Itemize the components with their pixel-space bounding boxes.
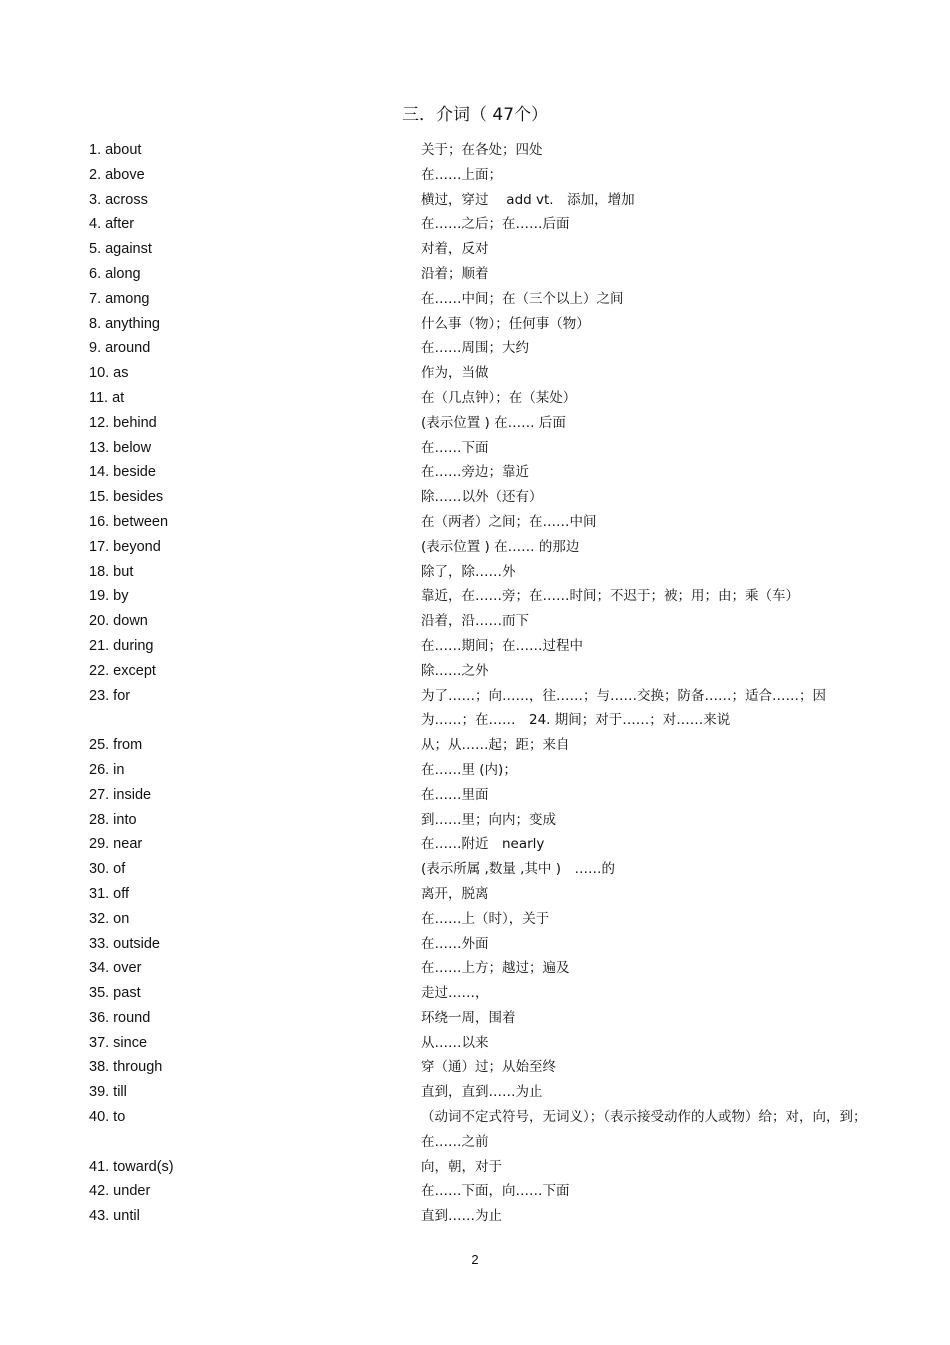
entry-word: 11. at <box>89 389 125 406</box>
entry-word: 17. beyond <box>89 538 161 555</box>
list-item <box>0 485 950 510</box>
entry-meaning: 在……外面 <box>421 935 489 952</box>
entry-meaning: 向，朝，对于 <box>421 1158 502 1175</box>
list-item <box>0 510 950 535</box>
entry-meaning: 在……旁边；靠近 <box>421 464 529 481</box>
entry-meaning: 在……周围；大约 <box>421 340 529 357</box>
entry-meaning: 在……中间；在（三个以上）之间 <box>421 290 624 307</box>
entry-word: 15. besides <box>89 489 164 506</box>
list-item <box>0 758 950 783</box>
entry-word: 3. across <box>89 191 148 208</box>
entry-word: 37. since <box>89 1034 148 1051</box>
entry-word: 43. until <box>89 1208 140 1225</box>
entry-meaning: 除……以外（还有） <box>421 489 543 506</box>
entry-meaning: 在……上方；越过；遍及 <box>421 960 570 977</box>
preposition-list <box>0 138 950 1229</box>
entry-meaning: 在（几点钟）；在（某处） <box>421 389 577 406</box>
entry-meaning: 在……上面； <box>421 166 502 183</box>
list-item <box>0 634 950 659</box>
list-item <box>0 312 950 337</box>
entry-meaning: 从；从……起；距；来自 <box>421 737 570 754</box>
entry-meaning: 在……期间；在……过程中 <box>421 637 583 654</box>
entry-word: 4. after <box>89 216 135 233</box>
entry-word: 6. along <box>89 265 141 282</box>
entry-word: 26. in <box>89 761 125 778</box>
list-item <box>0 560 950 585</box>
entry-meaning: 在……上（时），关于 <box>421 910 550 927</box>
entry-word: 7. among <box>89 290 150 307</box>
list-item <box>0 386 950 411</box>
list-item <box>0 1006 950 1031</box>
entry-meaning: 在……里 (内)； <box>421 761 517 778</box>
entry-word: 42. under <box>89 1183 151 1200</box>
list-item <box>0 163 950 188</box>
entry-meaning: 什么事（物）；任何事（物） <box>421 315 590 332</box>
entry-word: 29. near <box>89 836 143 853</box>
entry-meaning: 直到……为止 <box>421 1208 502 1225</box>
list-item <box>0 783 950 808</box>
list-item <box>0 336 950 361</box>
entry-meaning: 穿（通）过；从始至终 <box>421 1059 556 1076</box>
entry-meaning: 在（两者）之间；在……中间 <box>421 513 597 530</box>
list-item <box>0 436 950 461</box>
list-item <box>0 535 950 560</box>
list-item <box>0 188 950 213</box>
list-item <box>0 584 950 609</box>
entry-meaning: 沿着，沿……而下 <box>421 613 529 630</box>
list-item <box>0 1105 950 1155</box>
entry-word: 18. but <box>89 563 134 580</box>
list-item <box>0 882 950 907</box>
entry-meaning: 对着，反对 <box>421 241 489 258</box>
entry-meaning: 除……之外 <box>421 662 489 679</box>
entry-meaning: 走过……， <box>421 985 489 1002</box>
entry-word: 14. beside <box>89 464 156 481</box>
entry-meaning: (表示所属 ,数量 ,其中 ) ……的 <box>421 861 615 878</box>
page-title: 三．介词（ 47个） <box>401 105 549 125</box>
list-item <box>0 857 950 882</box>
entry-meaning: 在……下面，向……下面 <box>421 1183 570 1200</box>
entry-word: 9. around <box>89 340 151 357</box>
entry-word: 21. during <box>89 637 154 654</box>
entry-word: 20. down <box>89 613 148 630</box>
list-item <box>0 1179 950 1204</box>
entry-word: 28. into <box>89 811 137 828</box>
list-item <box>0 1155 950 1180</box>
entry-meaning: 横过，穿过 add vt. 添加，增加 <box>421 191 635 208</box>
entry-word: 23. for <box>89 687 131 704</box>
entry-meaning: 为了……；向……，往……；与……交换；防备……；适合……；因为……；在…… 24. 期间；对于……；对……来说 <box>421 687 826 729</box>
entry-word: 39. till <box>89 1084 127 1101</box>
list-item <box>0 956 950 981</box>
entry-word: 41. toward(s) <box>89 1158 174 1175</box>
entry-word: 16. between <box>89 513 169 530</box>
entry-meaning: 从……以来 <box>421 1034 489 1051</box>
entry-word: 27. inside <box>89 786 152 803</box>
list-item <box>0 832 950 857</box>
entry-meaning: 环绕一周，围着 <box>421 1009 516 1026</box>
list-item <box>0 684 950 734</box>
list-item <box>0 808 950 833</box>
list-item <box>0 1031 950 1056</box>
page-number: 2 <box>471 1252 479 1267</box>
list-item <box>0 981 950 1006</box>
entry-word: 12. behind <box>89 414 157 431</box>
list-item <box>0 361 950 386</box>
list-item <box>0 659 950 684</box>
list-item <box>0 1204 950 1229</box>
entry-word: 1. about <box>89 142 142 158</box>
entry-word: 40. to <box>89 1109 126 1126</box>
entry-meaning: 到……里；向内；变成 <box>421 811 556 828</box>
list-item <box>0 287 950 312</box>
entry-word: 5. against <box>89 241 152 258</box>
entry-meaning: 靠近，在……旁；在……时间；不迟于；被；用；由；乘（车） <box>421 588 799 605</box>
entry-meaning: 沿着；顺着 <box>421 265 489 282</box>
entry-meaning: 作为，当做 <box>421 365 489 382</box>
list-item <box>0 932 950 957</box>
entry-word: 10. as <box>89 365 129 382</box>
entry-word: 25. from <box>89 737 143 754</box>
entry-word: 31. off <box>89 885 130 902</box>
entry-word: 13. below <box>89 439 152 456</box>
entry-meaning: 在……下面 <box>421 439 489 456</box>
entry-word: 38. through <box>89 1059 163 1076</box>
entry-word: 33. outside <box>89 935 160 952</box>
entry-word: 34. over <box>89 960 142 977</box>
entry-word: 36. round <box>89 1009 151 1026</box>
list-item <box>0 907 950 932</box>
entry-word: 30. of <box>89 861 126 878</box>
list-item <box>0 212 950 237</box>
entry-word: 19. by <box>89 588 129 605</box>
entry-meaning: 在……附近 nearly <box>421 836 545 853</box>
entry-meaning: 在……之后；在……后面 <box>421 216 570 233</box>
entry-meaning: 直到，直到……为止 <box>421 1084 543 1101</box>
list-item <box>0 733 950 758</box>
list-item <box>0 411 950 436</box>
entry-meaning: 除了，除……外 <box>421 563 516 580</box>
entry-word: 8. anything <box>89 315 160 332</box>
list-item <box>0 138 950 163</box>
entry-word: 35. past <box>89 985 141 1002</box>
entry-meaning: 关于；在各处；四处 <box>421 142 543 158</box>
entry-word: 22. except <box>89 662 156 679</box>
entry-meaning: (表示位置 ) 在…… 的那边 <box>421 538 580 555</box>
entry-meaning: (表示位置 ) 在…… 后面 <box>421 414 566 431</box>
entry-meaning: （动词不定式符号，无词义）；（表示接受动作的人或物）给；对，向，到；在……之前 <box>421 1109 867 1150</box>
list-item <box>0 262 950 287</box>
entry-meaning: 离开，脱离 <box>421 885 489 902</box>
list-item <box>0 609 950 634</box>
entry-meaning: 在……里面 <box>421 786 489 803</box>
list-item <box>0 1055 950 1080</box>
list-item <box>0 1080 950 1105</box>
entry-word: 32. on <box>89 910 130 927</box>
entry-word: 2. above <box>89 166 145 183</box>
list-item <box>0 460 950 485</box>
list-item <box>0 237 950 262</box>
